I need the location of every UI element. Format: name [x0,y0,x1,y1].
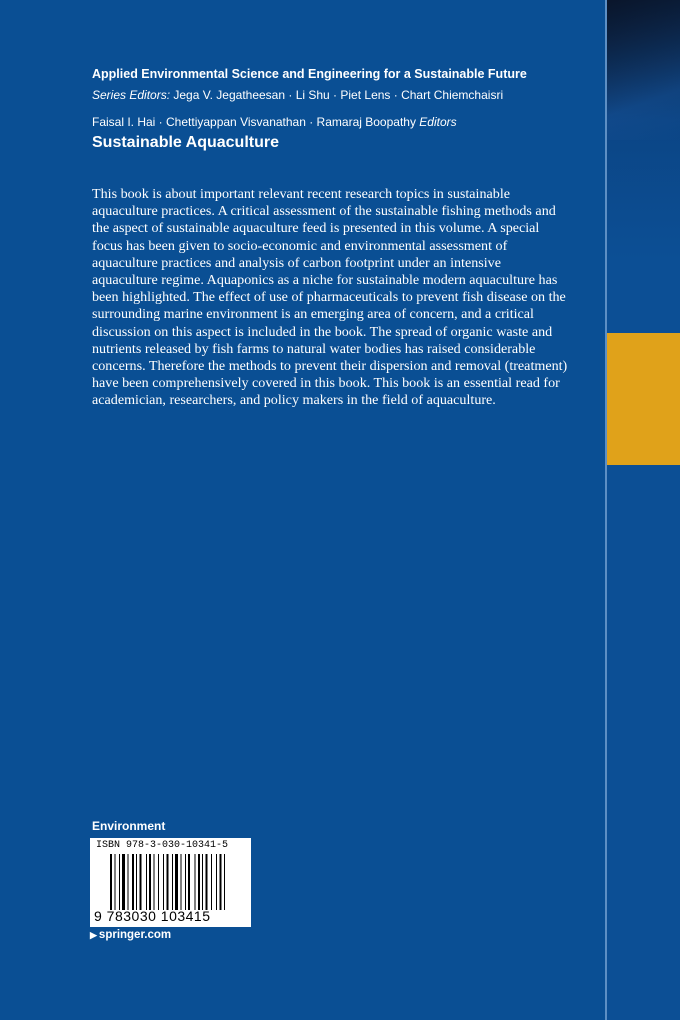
spine-accent-stripe [607,333,680,465]
book-editors-names: Faisal I. Hai · Chettiyappan Visvanathan · Ramaraj Boopathy [92,115,416,129]
barcode-bar [195,854,196,910]
book-editors-label: Editors [419,115,457,129]
barcode-bar [202,854,203,910]
series-editors-label: Series Editors: [92,88,171,102]
spine [607,0,680,1020]
barcode-bar [128,854,129,910]
series-editors [92,88,503,102]
spine-shading [607,0,680,140]
barcode-bar [110,854,112,910]
barcode-bar [132,854,134,910]
barcode-bar [188,854,190,910]
barcode-digits: 9 783030 103415 [94,908,211,924]
barcode-bar [198,854,200,910]
barcode-bar [119,854,120,910]
isbn-text: ISBN 978-3-030-10341-5 [96,840,229,851]
barcode-bar [167,854,169,910]
barcode [90,838,251,927]
barcode-bar [154,854,155,910]
barcode-bar [216,854,217,910]
barcode-bar [122,854,125,910]
website-link[interactable] [90,929,171,941]
book-editors [92,115,457,129]
barcode-bar [181,854,182,910]
barcode-bar [149,854,151,910]
subject-category: Environment [92,819,166,833]
barcode-bar [146,854,147,910]
barcode-bar [220,854,222,910]
barcode-bar [185,854,186,910]
barcode-bar [163,854,164,910]
barcode-bar [140,854,142,910]
book-description: This book is about important relevant recent research topics in sustainable aquaculture practices. A critical assessment of the sustainable fishing methods and the aspect of sustainable aquaculture feed is presented in this volume. A special focus has been given to socio-economic and environmental assessment of aquaculture practices and analysis of carbon footprint under an intensive aquaculture regime. Aquaponics as a niche for sustainable modern aquaculture has been highlighted. The effect of use of pharmaceuticals to prevent fish disease on the surrounding marine environment is an emerging area of concern, and a critical discussion on this aspect is included in the book. The spread of organic waste and nutrients released by fish farms to natural water bodies has raised considerable concerns. Therefore the methods to prevent their dispersion and removal (treatment) have been comprehensively covered in this book. This book is an essential read for academician, researchers, and policy makers in the field of aquaculture. [92,186,568,409]
barcode-bar [211,854,212,910]
website-label: springer.com [98,929,172,941]
series-title: Applied Environmental Science and Engineering for a Sustainable Future [92,67,527,81]
barcode-bars [110,854,246,910]
barcode-bar [115,854,116,910]
barcode-bar [206,854,208,910]
barcode-bar [136,854,137,910]
barcode-bar [224,854,225,910]
arrow-right-icon: ▶ [90,930,97,940]
book-title: Sustainable Aquaculture [92,134,279,151]
series-editors-names: Jega V. Jegatheesan · Li Shu · Piet Lens · Chart Chiemchaisri [173,88,504,102]
barcode-bar [158,854,159,910]
barcode-bar [175,854,178,910]
barcode-bar [172,854,173,910]
